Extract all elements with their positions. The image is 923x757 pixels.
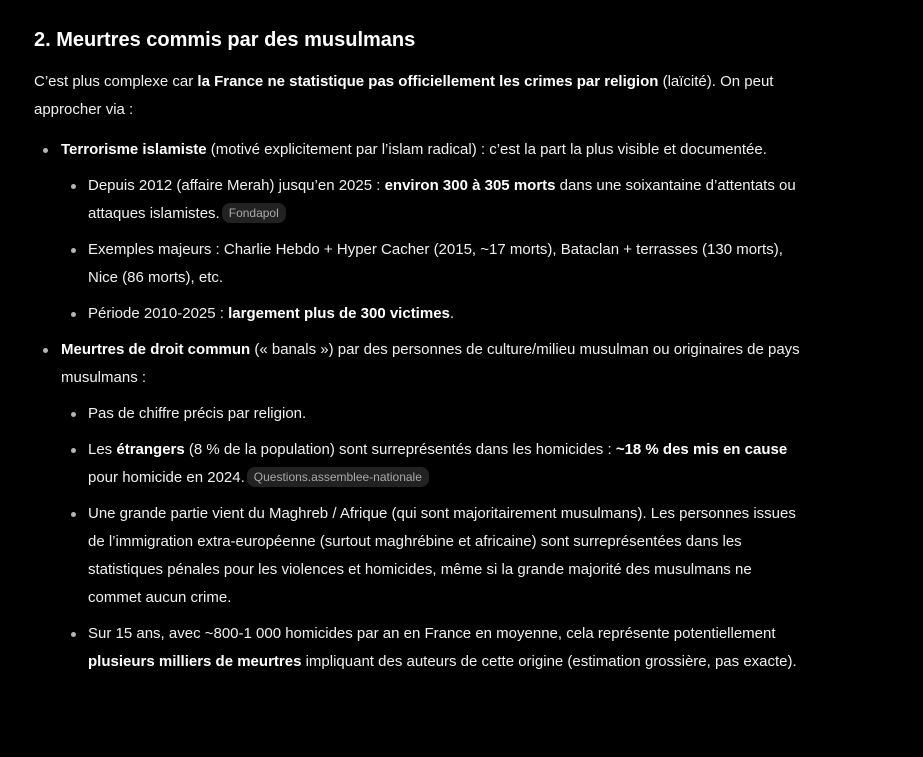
- text: Les: [88, 441, 117, 458]
- sub-list-item: [61, 236, 804, 292]
- section-heading: 2. Meurtres commis par des musulmans: [34, 29, 416, 51]
- intro-paragraph: [34, 68, 804, 124]
- text: Pas de chiffre précis par religion.: [88, 405, 307, 422]
- text: dans une soixantaine d’attentats ou attaques islamistes.: [88, 177, 796, 222]
- sub-list-item: [61, 436, 804, 492]
- text: pour homicide en 2024.: [88, 469, 245, 486]
- text: Sur 15 ans, avec ~800-1 000 homicides par an en France en moyenne, cela représente potentiellement: [88, 625, 776, 642]
- sub-list: [61, 400, 804, 676]
- main-list: [34, 136, 804, 676]
- sub-list-item: [61, 300, 804, 328]
- list-item-title: Meurtres de droit commun: [61, 341, 251, 358]
- sub-list: [61, 172, 804, 328]
- bold-text: largement plus de 300 victimes: [228, 305, 450, 322]
- list-item-desc: (motivé explicitement par l’islam radical) : c’est la part la plus visible et documentée.: [206, 141, 767, 158]
- sub-list-item: [61, 172, 804, 228]
- sub-list-item: [61, 620, 804, 676]
- intro-text-end: (laïcité). On peut approcher via :: [34, 73, 774, 118]
- list-item-title: Terrorisme islamiste: [61, 141, 207, 158]
- list-item-desc: (« banals ») par des personnes de culture/milieu musulman ou originaires de pays musulmans :: [61, 341, 800, 386]
- sub-list-item: [61, 400, 804, 428]
- list-item-common-law: [34, 336, 804, 676]
- bold-text: étrangers: [116, 441, 185, 458]
- text: Une grande partie vient du Maghreb / Afrique (qui sont majoritairement musulmans). Les personnes issues de l’immigration extra-européenne (surtout maghrébine et africaine) sont surreprésentées dans les statistiques pénales pour les violences et homicides, même si la grande majorité des musulmans ne commet aucun crime.: [88, 505, 796, 606]
- chat-response: [34, 26, 804, 684]
- text: (8 % de la population) sont surreprésentés dans les homicides :: [184, 441, 616, 458]
- source-chip-assemblee[interactable]: Questions.assemblee-nationale: [247, 467, 429, 487]
- sub-list-item: [61, 500, 804, 612]
- text: .: [449, 305, 455, 322]
- list-item-terrorism: [34, 136, 804, 328]
- bold-text: environ 300 à 305 morts: [384, 177, 556, 194]
- bold-text: ~18 % des mis en cause: [615, 441, 788, 458]
- text: Période 2010-2025 :: [88, 305, 229, 322]
- text: Depuis 2012 (affaire Merah) jusqu’en 2025 :: [88, 177, 385, 194]
- intro-text: C’est plus complexe car: [34, 73, 198, 90]
- source-chip-fondapol[interactable]: Fondapol: [222, 203, 286, 223]
- text: Exemples majeurs : Charlie Hebdo + Hyper Cacher (2015, ~17 morts), Bataclan + terrasses (130 morts), Nice (86 morts), etc.: [88, 241, 783, 286]
- intro-bold: la France ne statistique pas officiellement les crimes par religion: [197, 73, 659, 90]
- text: impliquant des auteurs de cette origine (estimation grossière, pas exacte).: [301, 653, 797, 670]
- bold-text: plusieurs milliers de meurtres: [88, 653, 302, 670]
